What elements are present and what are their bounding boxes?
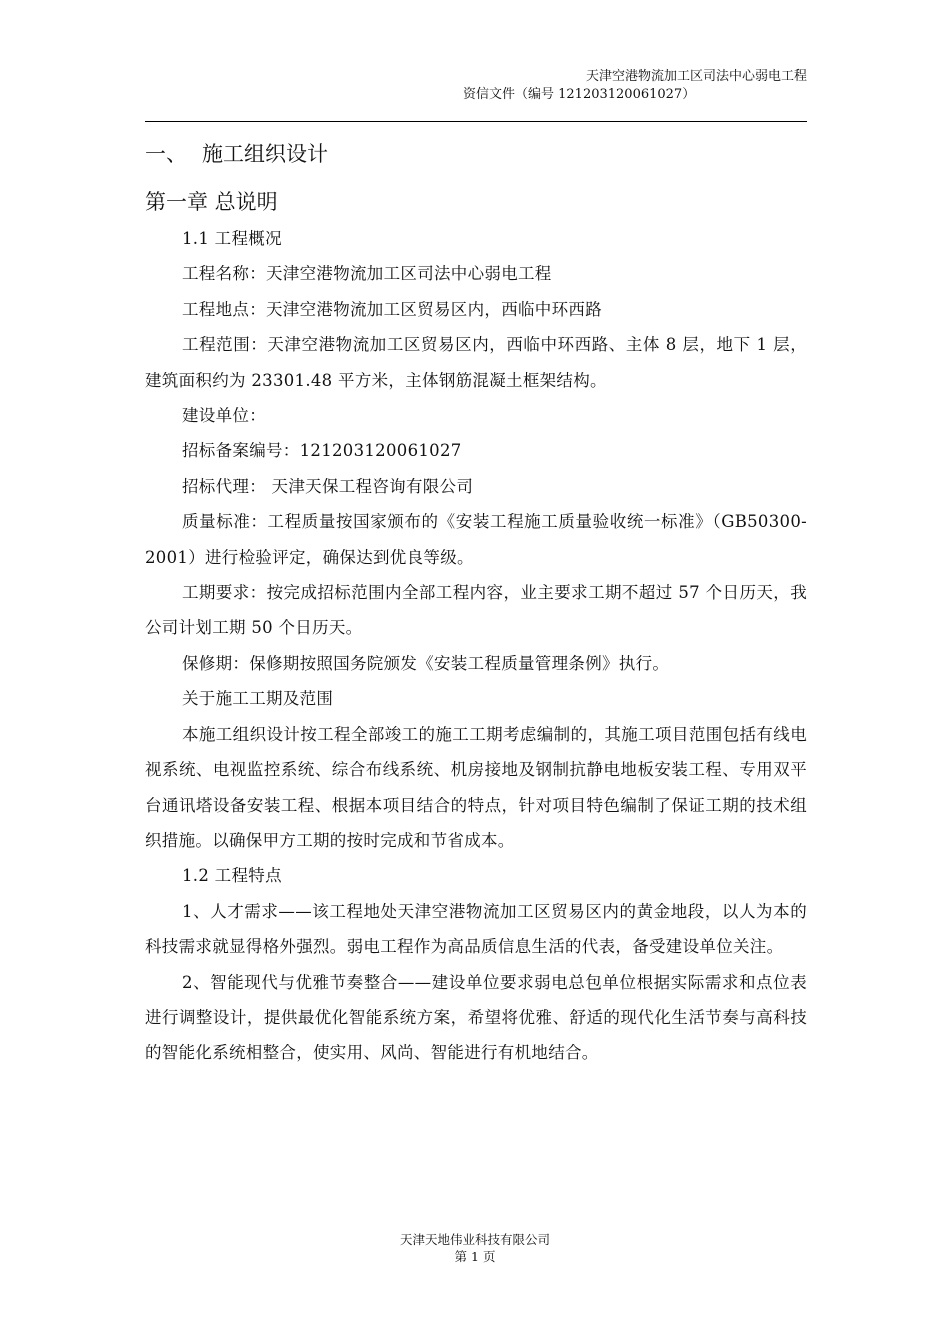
paragraph-warranty: 保修期：保修期按照国务院颁发《安装工程质量管理条例》执行。 bbox=[182, 653, 670, 673]
paragraph-tender-agent: 招标代理： 天津天保工程咨询有限公司 bbox=[182, 476, 474, 496]
section-number: 一、 bbox=[145, 142, 187, 166]
document-body bbox=[145, 137, 807, 1071]
paragraph-feature-integration: 2、智能现代与优雅节奏整合——建设单位要求弱电总包单位根据实际需求和点位表进行调整设计，提供最优化智能系统方案，希望将优雅、舒适的现代化生活节奏与高科技的智能化系统相整合，使实用、风尚、智能进行有机地结合。 bbox=[145, 972, 807, 1063]
paragraph-schedule: 工期要求：按完成招标范围内全部工程内容，业主要求工期不超过 57 个日历天，我公司计划工期 50 个日历天。 bbox=[145, 583, 807, 638]
paragraph-project-location: 工程地点：天津空港物流加工区贸易区内，西临中环西路 bbox=[182, 299, 602, 319]
paragraph-owner: 建设单位： bbox=[182, 406, 266, 426]
subsection-heading-overview: 1.1 工程概况 bbox=[182, 229, 282, 248]
paragraph-feature-talent: 1、人才需求——该工程地处天津空港物流加工区贸易区内的黄金地段，以人为本的科技需求就显得格外强烈。弱电工程作为高品质信息生活的代表，备受建设单位关注。 bbox=[145, 901, 807, 957]
paragraph-project-scope: 工程范围：天津空港物流加工区贸易区内，西临中环西路、主体 8 层，地下 1 层，建筑面积约为 23301.48 平方米，主体钢筋混凝土框架结构。 bbox=[145, 335, 807, 390]
section-title: 施工组织设计 bbox=[202, 142, 328, 166]
paragraph-schedule-scope-heading: 关于施工工期及范围 bbox=[182, 689, 334, 709]
paragraph-project-name: 工程名称：天津空港物流加工区司法中心弱电工程 bbox=[182, 264, 552, 284]
page-header bbox=[145, 66, 807, 122]
paragraph-design-scope: 本施工组织设计按工程全部竣工的施工工期考虑编制的，其施工项目范围包括有线电视系统、电视监控系统、综合布线系统、机房接地及钢制抗静电地板安装工程、专用双平台通讯塔设备安装工程、根据本项目结合的特点，针对项目特色编制了保证工期的技术组织措施。以确保甲方工期的按时完成和节省成本。 bbox=[145, 724, 807, 850]
footer-page-number: 第 1 页 bbox=[454, 1249, 496, 1264]
subsection-heading-features: 1.2 工程特点 bbox=[182, 866, 282, 886]
paragraph-tender-number: 招标备案编号：121203120061027 bbox=[182, 441, 462, 461]
chapter-title: 第一章 总说明 bbox=[145, 190, 278, 214]
page-footer bbox=[0, 1231, 950, 1265]
header-project-title: 天津空港物流加工区司法中心弱电工程 bbox=[585, 69, 807, 84]
section-heading bbox=[145, 137, 807, 171]
footer-company: 天津天地伟业科技有限公司 bbox=[399, 1232, 550, 1247]
header-doc-ref: 资信文件（编号 121203120061027） bbox=[463, 87, 696, 102]
paragraph-quality-standard: 质量标准：工程质量按国家颁布的《安装工程施工质量验收统一标准》（GB50300-2001）进行检验评定，确保达到优良等级。 bbox=[145, 512, 807, 567]
